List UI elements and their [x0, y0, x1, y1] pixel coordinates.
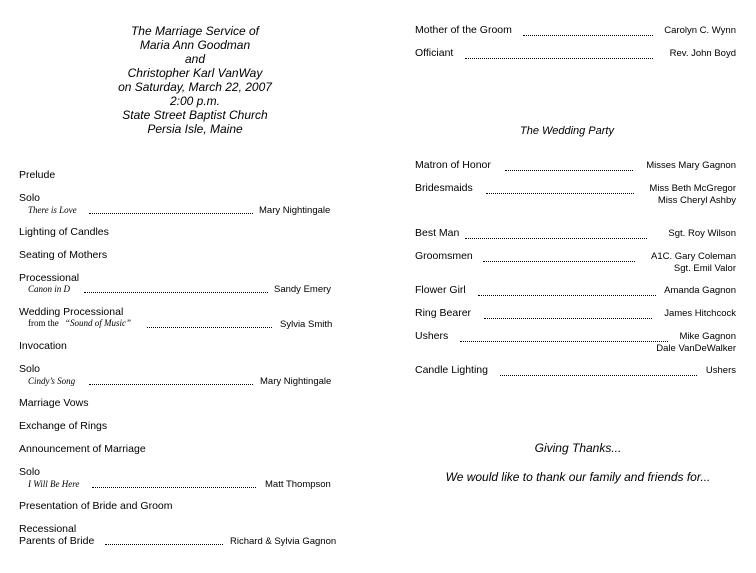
program-item-lighting: Lighting of Candles: [19, 226, 109, 238]
program-item-vows: Marriage Vows: [19, 397, 89, 409]
dot-leader: [486, 193, 634, 194]
church-name: State Street Baptist Church: [122, 108, 268, 122]
best-man-name: Sgt. Roy Wilson: [668, 228, 736, 239]
program-item-presentation: Presentation of Bride and Groom: [19, 500, 173, 512]
service-header: [95, 24, 295, 136]
processional-piece: Canon in D: [28, 284, 71, 294]
program-item-recessional: Recessional: [19, 523, 77, 535]
officiant-label: Officiant: [415, 47, 454, 59]
dot-leader: [147, 327, 272, 328]
program-item-invocation: Invocation: [19, 340, 67, 352]
groomsman-name: Sgt. Emil Valor: [673, 263, 736, 274]
ring-bearer-label: Ring Bearer: [415, 307, 472, 319]
wedding-processional-from: from the: [28, 318, 59, 328]
wedding-processional-piece: “Sound of Music”: [65, 318, 132, 328]
wedding-party-title: The Wedding Party: [520, 125, 614, 137]
solo-3-song: I Will Be Here: [28, 479, 80, 489]
mother-of-groom-label: Mother of the Groom: [415, 24, 512, 36]
ushers-label: Ushers: [415, 330, 449, 342]
solo-2-song: Cindy’s Song: [28, 376, 76, 386]
program-item-seating: Seating of Mothers: [19, 249, 108, 261]
header-line: and: [184, 52, 206, 66]
dot-leader: [92, 487, 256, 488]
dot-leader: [484, 318, 652, 319]
parents-of-bride-label: Parents of Bride: [19, 535, 95, 547]
giving-thanks-title: Giving Thanks...: [534, 441, 622, 455]
dot-leader: [460, 341, 668, 342]
matron-label: Matron of Honor: [415, 159, 491, 171]
program-item-solo-3: Solo: [19, 466, 41, 478]
candle-lighting-label: Candle Lighting: [415, 364, 488, 376]
dot-leader: [89, 213, 253, 214]
solo-1-performer: Mary Nightingale: [259, 205, 331, 216]
dot-leader: [105, 544, 223, 545]
best-man-label: Best Man: [415, 227, 460, 239]
program-item-solo-1: Solo: [19, 192, 41, 204]
processional-performer: Sandy Emery: [274, 284, 332, 295]
usher-name: Dale VanDeWalker: [656, 343, 736, 354]
flower-girl-name: Amanda Gagnon: [664, 285, 736, 296]
service-date: on Saturday, March 22, 2007: [118, 80, 272, 94]
groomsmen-label: Groomsmen: [415, 250, 473, 262]
flower-girl-label: Flower Girl: [415, 284, 466, 296]
church-location: Persia Isle, Maine: [147, 122, 243, 136]
dot-leader: [505, 170, 633, 171]
program-item-announcement: Announcement of Marriage: [19, 443, 146, 455]
thanks-message: We would like to thank our family and friends for...: [445, 470, 711, 484]
dot-leader: [465, 238, 647, 239]
wedding-processional-performer: Sylvia Smith: [280, 319, 333, 330]
program-item-solo-2: Solo: [19, 363, 41, 375]
program-item-prelude: Prelude: [19, 169, 56, 181]
dot-leader: [500, 375, 697, 376]
groom-name: Christopher Karl VanWay: [127, 66, 263, 80]
program-item-processional: Processional: [19, 272, 80, 284]
program-item-rings: Exchange of Rings: [19, 420, 108, 432]
bridesmaids-label: Bridesmaids: [415, 182, 473, 194]
header-line: The Marriage Service of: [130, 24, 260, 38]
ring-bearer-name: James Hitchcock: [664, 308, 736, 319]
dot-leader: [465, 58, 653, 59]
service-time: 2:00 p.m.: [169, 94, 221, 108]
dot-leader: [523, 35, 653, 36]
mother-of-groom-name: Carolyn C. Wynn: [664, 25, 736, 36]
dot-leader: [483, 261, 635, 262]
dot-leader: [478, 295, 656, 296]
usher-name: Mike Gagnon: [679, 331, 736, 342]
dot-leader: [89, 384, 253, 385]
candle-lighting-name: Ushers: [705, 365, 736, 376]
right-page: [378, 0, 756, 573]
solo-3-performer: Matt Thompson: [265, 479, 331, 490]
program-item-wedding-processional: Wedding Processional: [19, 306, 124, 318]
bridesmaid-name: Miss Beth McGregor: [649, 183, 736, 194]
dot-leader: [84, 292, 268, 293]
officiant-name: Rev. John Boyd: [669, 48, 736, 59]
matron-name: Misses Mary Gagnon: [646, 160, 736, 171]
bridesmaid-name: Miss Cheryl Ashby: [657, 195, 736, 206]
parents-of-bride-names: Richard & Sylvia Gagnon: [230, 536, 337, 547]
solo-2-performer: Mary Nightingale: [260, 376, 332, 387]
bride-name: Maria Ann Goodman: [139, 38, 251, 52]
solo-1-song: There is Love: [28, 205, 77, 215]
groomsman-name: A1C. Gary Coleman: [650, 251, 736, 262]
